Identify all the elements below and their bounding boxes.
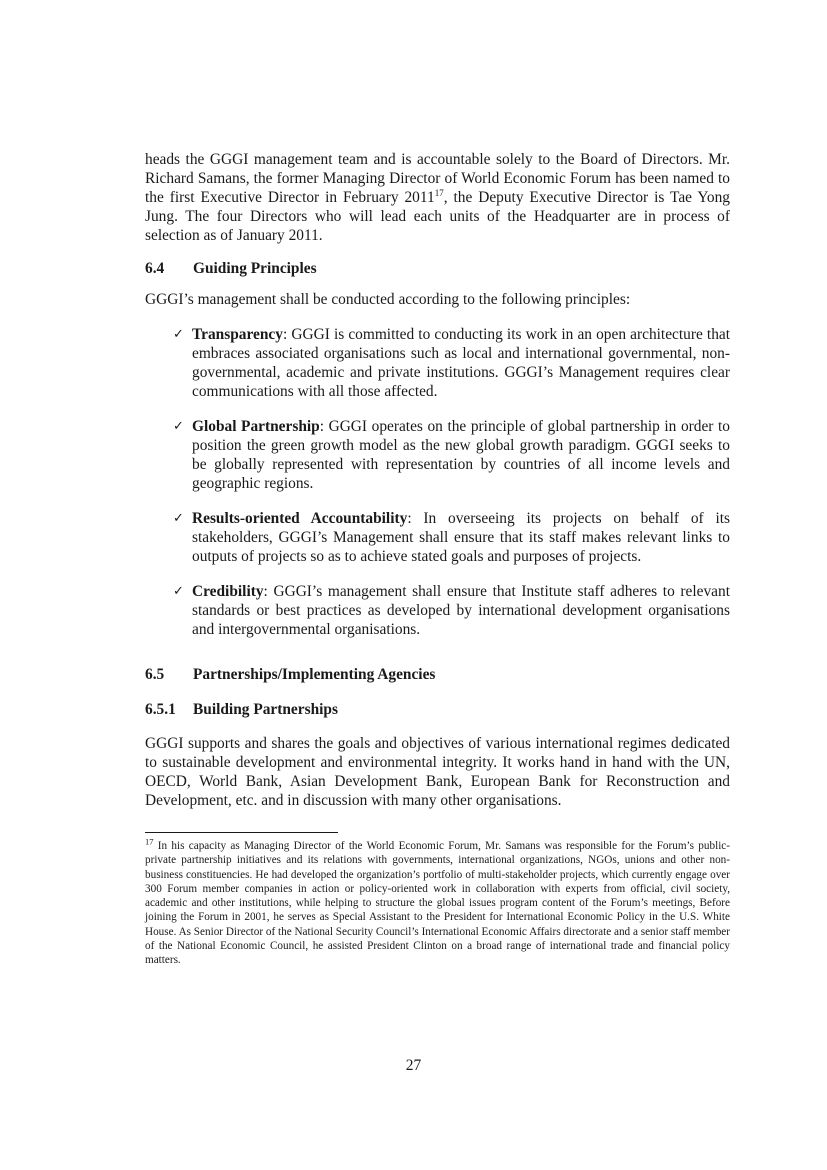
- principle-text: : In overseeing its projects on behalf of its stakeholders, GGGI’s Management shall ensure that its staff makes relevant links to outputs of projects so as to achieve stated goals and purposes of projects.: [192, 510, 731, 565]
- heading-6-5-1-title: Building Partnerships: [193, 701, 338, 718]
- heading-6-4: [145, 259, 730, 278]
- check-icon: ✓: [173, 511, 184, 526]
- intro-text-part2: , the Deputy Executive Director is Tae Yong Jung. The four Directors who will lead each units of the Headquarter are in process of selection as of January 2011.: [145, 189, 731, 244]
- heading-6-4-title: Guiding Principles: [193, 260, 317, 277]
- footnote-17: [145, 836, 730, 968]
- footnote-reference-17[interactable]: 17: [434, 187, 444, 198]
- principle-text: : GGGI operates on the principle of global partnership in order to position the green growth model as the new global growth paradigm. GGGI seeks to be globally represented with representation by countries of all income levels and geographic regions.: [192, 418, 730, 492]
- intro-text-part1: heads the GGGI management team and is accountable solely to the Board of Directors. Mr. Richard Samans, the former Managing Director of World Economic Forum has been named to the first Executive Director in February 2011: [145, 151, 730, 206]
- heading-6-5-title: Partnerships/Implementing Agencies: [193, 666, 436, 683]
- footnote-text: In his capacity as Managing Director of the World Economic Forum, Mr. Samans was responsible for the Forum’s public-private partnership initiatives and its relations with governments, international organizations, NGOs, unions and other non-business constituencies. He had developed the organization’s portfolio of multi-stakeholder projects, which currently engage over 300 Forum member companies in action or policy-oriented work in collaboration with experts from official, civil society, academic and other institutions, while helping to structure the global issues program content of the Forum’s meetings, Before joining the Forum in 2001, he serves as Special Assistant to the President for International Economic Policy in the U.S. White House. As Senior Director of the National Security Council’s International Economic Affairs directorate and a senior staff member of the National Economic Council, he assisted President Clinton on a broad range of international trade and financial policy matters.: [145, 840, 730, 967]
- principle-term: Transparency: [192, 326, 283, 343]
- principles-intro: GGGI’s management shall be conducted according to the following principles:: [145, 291, 631, 308]
- principle-term: Credibility: [192, 583, 264, 600]
- check-icon: ✓: [173, 584, 184, 599]
- heading-6-5-1: [145, 700, 730, 719]
- document-page: [145, 150, 730, 968]
- heading-6-5-1-number: 6.5.1: [145, 701, 176, 718]
- principle-term: Results-oriented Accountability: [192, 510, 408, 527]
- principle-results-oriented-accountability: [145, 509, 730, 566]
- principle-text: : GGGI is committed to conducting its work in an open architecture that embraces associated organisations such as local and international governmental, non-governmental, academic and private institutions. GGGI’s Management requires clear communications with all those affected.: [192, 326, 730, 400]
- principle-credibility: [145, 582, 730, 639]
- principle-term: Global Partnership: [192, 418, 320, 435]
- heading-6-4-number: 6.4: [145, 260, 165, 277]
- intro-paragraph: [145, 150, 730, 245]
- footnote-mark: 17: [145, 836, 154, 847]
- principle-transparency: [145, 325, 730, 401]
- page-number: 27: [405, 1057, 422, 1074]
- heading-6-5: [145, 665, 730, 684]
- principles-list: [145, 325, 730, 639]
- principle-text: : GGGI’s management shall ensure that Institute staff adheres to relevant standards or best practices as developed by international development organisations and intergovernmental organisations.: [192, 583, 730, 638]
- check-icon: ✓: [173, 419, 184, 434]
- partnerships-paragraph: GGGI supports and shares the goals and objectives of various international regimes dedicated to sustainable development and environmental integrity. It works hand in hand with the UN, OECD, World Bank, Asian Development Bank, European Bank for Reconstruction and Development, etc. and in discussion with many other organisations.: [145, 735, 730, 809]
- check-icon: ✓: [173, 327, 184, 342]
- heading-6-5-number: 6.5: [145, 666, 165, 683]
- principle-global-partnership: [145, 417, 730, 493]
- footnote-separator: [145, 832, 338, 833]
